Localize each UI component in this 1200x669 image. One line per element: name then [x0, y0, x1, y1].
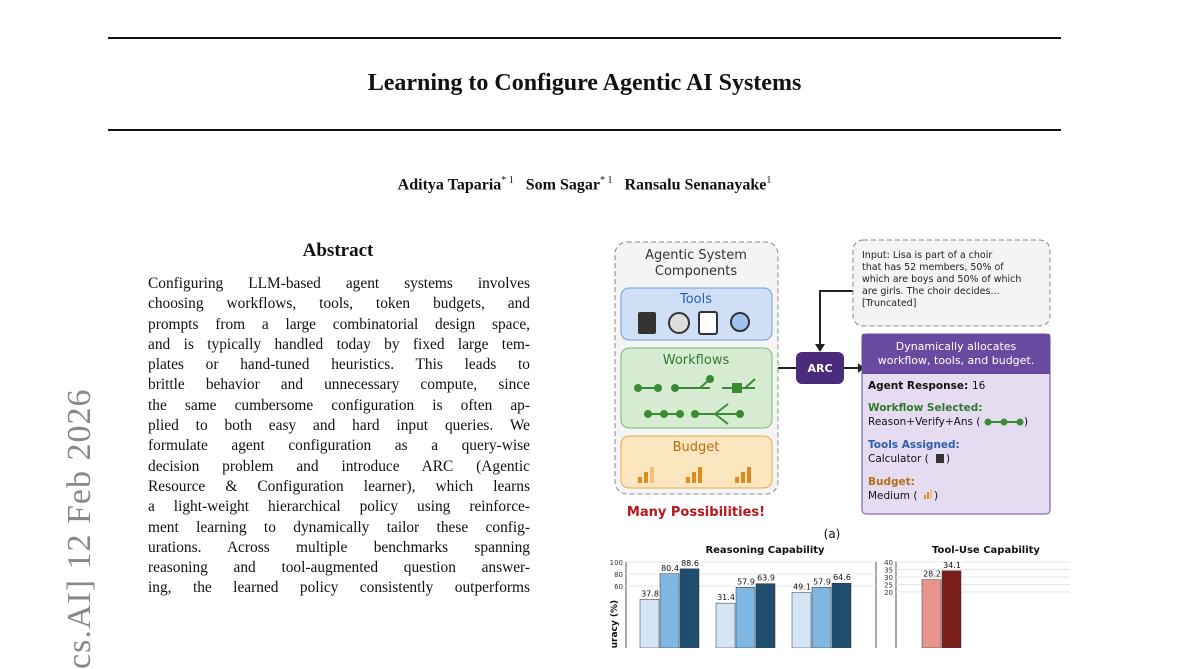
abstract-line: urations. Across multiple benchmarks spanning [148, 538, 530, 556]
bar-value-label: 64.6 [833, 573, 851, 583]
budget-selected-value: Medium ( [868, 490, 918, 502]
bar [680, 569, 699, 648]
bar [756, 584, 775, 648]
bar-value-label: 31.4 [717, 593, 735, 603]
y-tick-label: 100 [609, 559, 623, 567]
workflow-selected-value: Reason+Verify+Ans ( [868, 416, 981, 428]
output-header-line-2: workflow, tools, and budget. [877, 354, 1035, 367]
workflow-selected-label: Workflow Selected: [868, 402, 983, 414]
abstract-line: prompts from a large combinatorial design space, [148, 315, 530, 333]
bar-value-label: 28.2 [923, 569, 941, 579]
tools-assigned-label: Tools Assigned: [868, 439, 960, 451]
y-tick-label: 40 [884, 559, 893, 567]
bar-value-label: 57.9 [737, 577, 755, 587]
abstract-line: ing, the learned policy consistently outperforms [148, 579, 530, 597]
bar-value-label: 63.9 [757, 573, 775, 583]
globe-icon [669, 313, 689, 333]
top-rule [108, 37, 1061, 39]
abstract-heading: Abstract [302, 240, 374, 261]
tooluse-chart [884, 559, 1070, 648]
bar [736, 587, 755, 648]
tools-label: Tools [679, 292, 713, 307]
arrow-head [815, 344, 825, 352]
abstract-body [148, 274, 530, 599]
abstract-line: Configuring LLM-based agent systems involves [148, 275, 530, 292]
chart-ylabel: Accuracy (%) [610, 599, 620, 648]
bar-value-label: 34.1 [943, 560, 961, 570]
abstract-line: formulate agent configuration as a query-wise [148, 437, 530, 455]
figure-svg [600, 236, 1070, 648]
svg-text:): ) [934, 490, 939, 502]
input-text: Input: Lisa is part of a choir that has 52 members, 50% of which are boys and 50% of which are girls. The choir decides... [Truncated] [862, 250, 1022, 309]
reasoning-chart [610, 559, 876, 648]
abstract-line: plates or hand-tuned heuristics. This leads to [148, 356, 530, 374]
bar [942, 571, 961, 648]
author-affiliation: 1 [766, 175, 772, 186]
y-tick-label: 25 [884, 581, 893, 590]
y-tick-label: 60 [614, 583, 623, 591]
calculator-icon [638, 312, 656, 334]
svg-text:): ) [1024, 416, 1029, 428]
bar-value-label: 57.9 [813, 577, 831, 587]
bar [812, 587, 831, 648]
arxiv-stamp: cs.AI] 12 Feb 2026 [61, 388, 98, 669]
figure-1 [600, 236, 1070, 648]
abstract-line: and is typically handled today by fixed large tem- [148, 335, 530, 353]
abstract-line: brittle behavior and unnecessary compute, since [148, 376, 530, 394]
abstract-line: the same cumbersome configuration is often ap- [148, 396, 530, 414]
abstract-line: plied to both easy and hard input queries. We [148, 417, 530, 435]
response-label: Agent Response: [868, 380, 969, 392]
y-tick-label: 30 [884, 574, 893, 582]
abstract-line: choosing workflows, tools, token budgets, and [148, 295, 530, 313]
budget-label: Budget [672, 440, 720, 455]
workflows-label: Workflows [662, 353, 730, 368]
search-icon [731, 313, 749, 331]
components-title-1: Agentic System [645, 248, 747, 263]
author-name: Ransalu Senanayake [624, 176, 767, 194]
y-tick-label: 20 [884, 589, 893, 597]
paper-title: Learning to Configure Agentic AI Systems [367, 70, 802, 96]
svg-text:): ) [946, 453, 951, 465]
response-value: 16 [972, 380, 986, 392]
abstract-line: Resource & Configuration learner), which learns [148, 477, 530, 495]
bar [716, 603, 735, 648]
y-tick-label: 80 [614, 571, 623, 579]
bottom-rule [108, 129, 1061, 131]
bar [832, 583, 851, 648]
output-header-line-1: Dynamically allocates [895, 340, 1017, 353]
abstract-line: a light-weight hierarchical policy using reinforce- [148, 498, 530, 516]
bar [640, 599, 659, 648]
arrow-input-arc [820, 291, 853, 346]
chart-title-reasoning: Reasoning Capability [705, 545, 825, 556]
bar-value-label: 80.4 [661, 563, 679, 573]
arc-label: ARC [807, 362, 833, 375]
y-tick-label: 35 [884, 566, 893, 575]
code-file-icon [699, 312, 717, 334]
author-name: Aditya Taparia [397, 176, 502, 194]
author-affiliation: * 1 [600, 175, 613, 186]
bar-value-label: 37.8 [641, 589, 659, 599]
author-affiliation: * 1 [501, 175, 514, 186]
many-possibilities-label: Many Possibilities! [626, 505, 766, 520]
bar [660, 574, 679, 648]
components-title-2: Components [654, 264, 738, 279]
author-list [108, 175, 1061, 194]
abstract-line: decision problem and introduce ARC (Agentic [148, 457, 530, 475]
caption-a: (a) [823, 527, 841, 541]
budget-selected-label: Budget: [868, 476, 915, 488]
author-name: Som Sagar [525, 176, 600, 194]
bar [792, 593, 811, 648]
chart-title-tooluse: Tool-Use Capability [932, 545, 1040, 556]
bar-value-label: 49.1 [793, 582, 811, 592]
bar-value-label: 88.6 [681, 558, 699, 568]
bar [922, 580, 941, 648]
tools-assigned-value: Calculator ( [868, 453, 929, 465]
abstract-line: reasoning and tool-augmented question answer- [148, 559, 530, 577]
calculator-icon [936, 454, 944, 463]
abstract-line: ment learning to dynamically tailor these config- [148, 518, 530, 536]
